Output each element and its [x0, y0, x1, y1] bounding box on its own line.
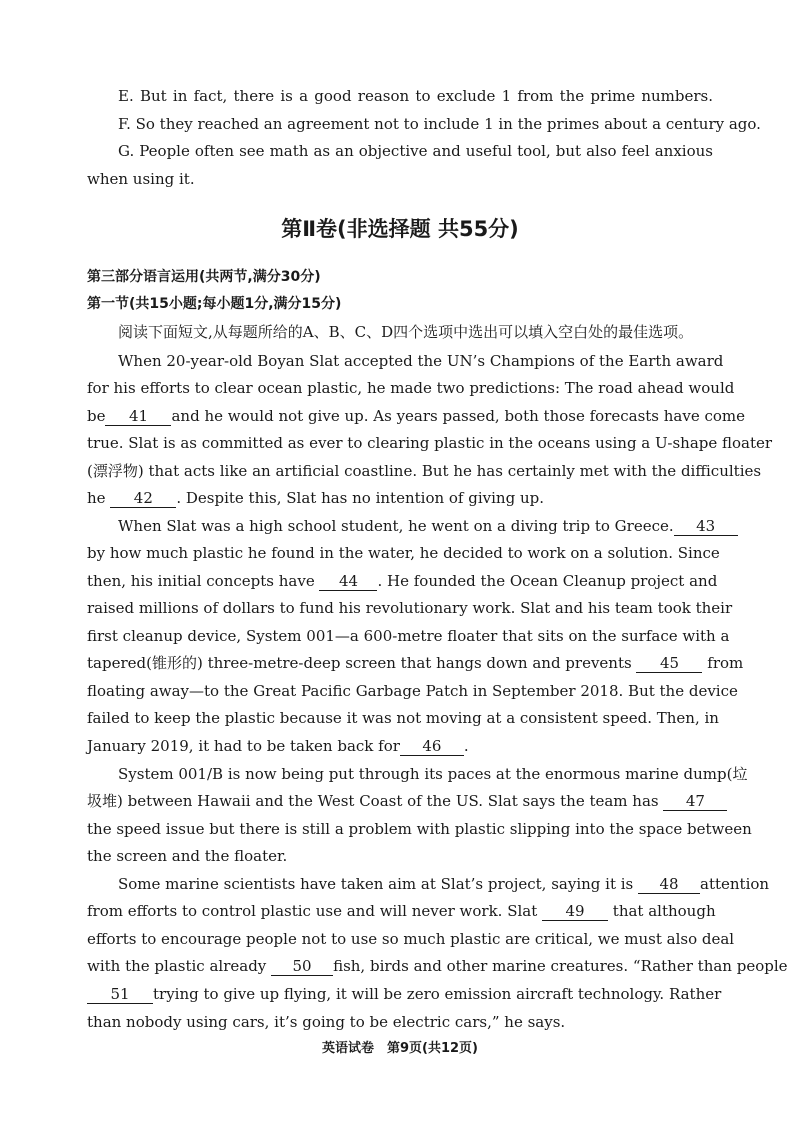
- option-g: G. People often see math as an objective and useful tool, but also feel anxious: [118, 142, 713, 160]
- passage-line: [118, 516, 716, 536]
- passage-line: When 20-year-old Boyan Slat accepted the UN’s Champions of the Earth award: [118, 352, 724, 370]
- passage-text: and he would not give up. As years passed, both those forecasts have come: [171, 407, 746, 425]
- passage-text: .: [463, 737, 469, 755]
- passage-text: tapered(锥形的) three-metre-deep screen that hangs down and prevents: [87, 654, 632, 672]
- passage-text: When Slat was a high school student, he went on a diving trip to Greece.: [118, 517, 674, 535]
- passage-line: floating away—to the Great Pacific Garbage Patch in September 2018. But the device: [87, 682, 738, 700]
- instruction: 阅读下面短文,从每题所给的A、B、C、D四个选项中选出可以填入空白处的最佳选项。: [118, 323, 694, 341]
- blank-48: 48: [638, 876, 700, 894]
- blank-44: 44: [319, 573, 377, 591]
- passage-line: [87, 901, 716, 921]
- passage-line: (漂浮物) that acts like an artificial coastline. But he has certainly met with the difficulties: [87, 462, 762, 480]
- passage-line: [87, 791, 713, 811]
- passage-line: [87, 736, 713, 756]
- passage-line: [87, 406, 746, 426]
- passage-line: raised millions of dollars to fund his revolutionary work. Slat and his team took their: [87, 599, 733, 617]
- passage-text: Some marine scientists have taken aim at Slat’s project, saying it is: [118, 875, 634, 893]
- passage-line: System 001/B is now being put through its paces at the enormous marine dump(垃: [118, 765, 748, 783]
- passage-line: [87, 984, 722, 1004]
- option-e: E. But in fact, there is a good reason to exclude 1 from the prime numbers.: [118, 87, 713, 105]
- blank-41: 41: [105, 408, 171, 426]
- passage-text: that although: [612, 902, 716, 920]
- passage-text: January 2019, it had to be taken back for: [87, 737, 400, 755]
- sub-heading: 第一节(共15小题;每小题1分,满分15分): [87, 296, 342, 312]
- passage-line: failed to keep the plastic because it was not moving at a consistent speed. Then, in: [87, 709, 719, 727]
- passage-line: the screen and the floater.: [87, 847, 288, 865]
- option-f: F. So they reached an agreement not to include 1 in the primes about a century ago.: [118, 115, 761, 133]
- passage-line: first cleanup device, System 001—a 600-metre floater that sits on the surface with a: [87, 627, 730, 645]
- blank-51: 51: [87, 986, 153, 1004]
- passage-line: true. Slat is as committed as ever to clearing plastic in the oceans using a U-shape floater: [87, 434, 773, 452]
- passage-text: with the plastic already: [87, 957, 267, 975]
- part-heading: 第三部分语言运用(共两节,满分30分): [87, 269, 321, 285]
- option-g-continued: when using it.: [87, 170, 195, 188]
- passage-line: [87, 488, 713, 508]
- passage-text: he: [87, 489, 106, 507]
- passage-text: . Despite this, Slat has no intention of giving up.: [176, 489, 544, 507]
- passage-line: by how much plastic he found in the water, he decided to work on a solution. Since: [87, 544, 720, 562]
- passage-line: [118, 874, 770, 894]
- passage-line: [87, 956, 788, 976]
- passage-line: [87, 571, 718, 591]
- blank-50: 50: [271, 958, 333, 976]
- passage-line: for his efforts to clear ocean plastic, he made two predictions: The road ahead would: [87, 379, 735, 397]
- passage-line: than nobody using cars, it’s going to be electric cars,” he says.: [87, 1013, 566, 1031]
- passage-line: the speed issue but there is still a problem with plastic slipping into the space between: [87, 820, 752, 838]
- passage-text: . He founded the Ocean Cleanup project and: [377, 572, 718, 590]
- passage-text: fish, birds and other marine creatures. “Rather than people: [333, 957, 788, 975]
- blank-42: 42: [110, 490, 176, 508]
- passage-text: 圾堆) between Hawaii and the West Coast of the US. Slat says the team has: [87, 792, 659, 810]
- blank-47: 47: [663, 793, 727, 811]
- section-title: 第Ⅱ卷(非选择题 共55分): [281, 217, 519, 241]
- passage-line: [87, 653, 744, 673]
- passage-text: attention: [700, 875, 770, 893]
- blank-45: 45: [636, 655, 702, 673]
- blank-49: 49: [542, 903, 608, 921]
- passage-text: trying to give up flying, it will be zero emission aircraft technology. Rather: [153, 985, 722, 1003]
- blank-43: 43: [674, 518, 738, 536]
- passage-text: then, his initial concepts have: [87, 572, 315, 590]
- passage-line: efforts to encourage people not to use so much plastic are critical, we must also deal: [87, 930, 735, 948]
- passage-text: be: [87, 407, 106, 425]
- passage-text: from: [707, 654, 744, 672]
- blank-46: 46: [400, 738, 464, 756]
- page-footer: 英语试卷 第9页(共12页): [321, 1041, 479, 1056]
- passage-text: from efforts to control plastic use and will never work. Slat: [87, 902, 538, 920]
